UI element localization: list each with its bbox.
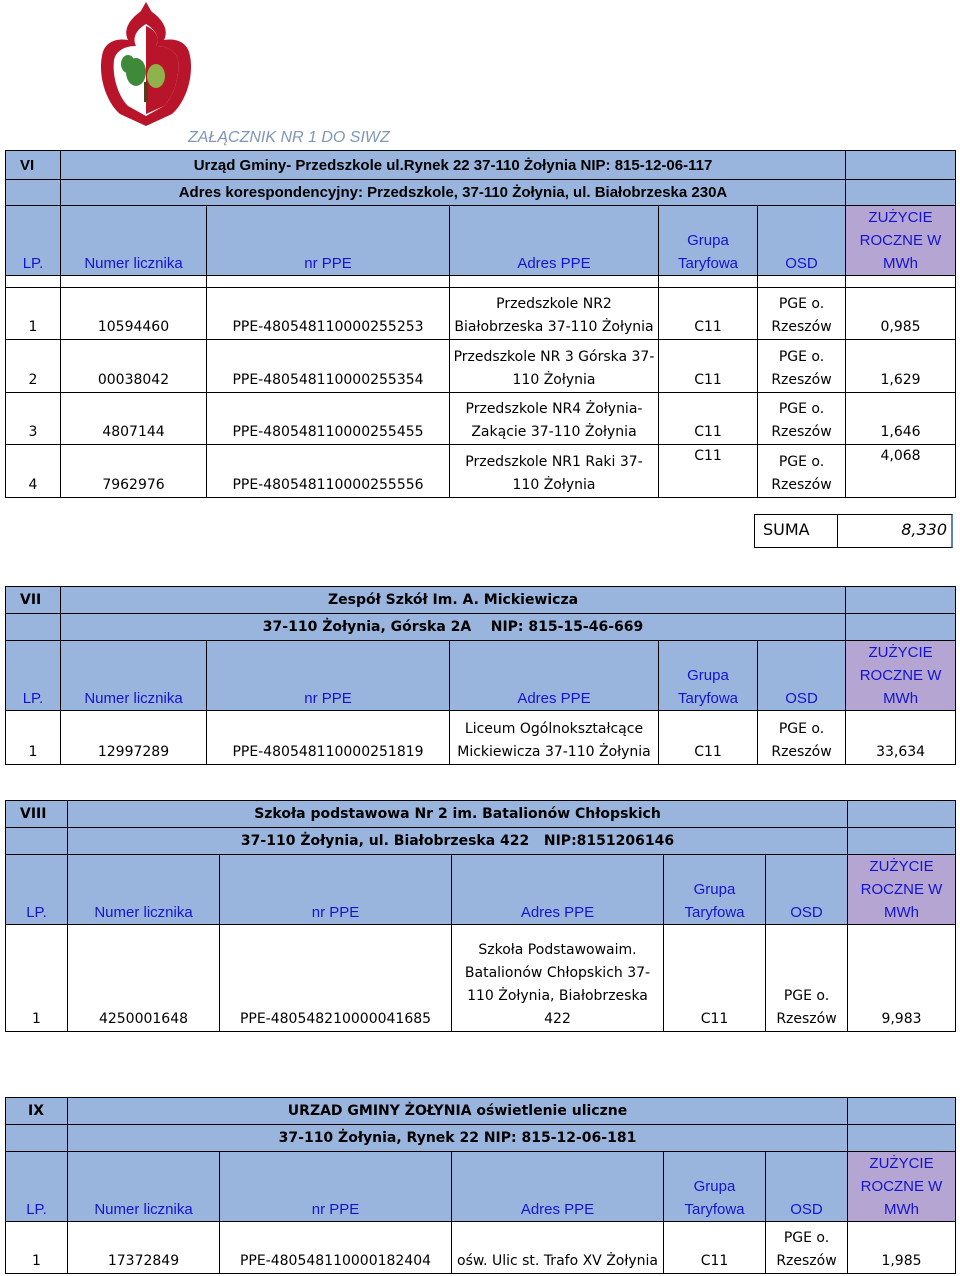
section-title: Szkoła podstawowa Nr 2 im. Batalionów Chłopskich [68, 801, 848, 828]
row-usage: 1,629 [846, 340, 956, 393]
header-osd: OSD [758, 206, 846, 276]
row-address: Szkoła Podstawowaim. Batalionów Chłopskich 37-110 Żołynia, Białobrzeska 422 [452, 925, 664, 1032]
row-osd: PGE o. Rzeszów [758, 393, 846, 445]
section-title: URZAD GMINY ŻOŁYNIA oświetlenie uliczne [68, 1098, 848, 1125]
section-address: 37-110 Żołynia, ul. Białobrzeska 422 NIP:8151206146 [68, 828, 848, 855]
row-tariff: C11 [659, 711, 758, 765]
row-address: Przedszkole NR1 Raki 37-110 Żołynia [450, 445, 659, 498]
header-lp: LP. [6, 855, 68, 925]
section-number: VI [6, 151, 61, 180]
row-usage: 4,068 [846, 445, 956, 498]
sum-label: SUMA [763, 520, 810, 539]
header-address: Adres PPE [452, 1152, 664, 1222]
row-osd: PGE o. Rzeszów [758, 340, 846, 393]
row-address: ośw. Ulic st. Trafo XV Żołynia [452, 1222, 664, 1274]
header-address: Adres PPE [450, 641, 659, 711]
header-usage: ZUŻYCIE ROCZNE W MWh [848, 1152, 956, 1222]
row-tariff: C11 [664, 925, 766, 1032]
row-meter: 00038042 [61, 340, 207, 393]
table-row [6, 1222, 956, 1274]
table-row [6, 288, 956, 340]
header-meter: Numer licznika [68, 855, 220, 925]
row-lp: 2 [6, 340, 61, 393]
row-meter: 12997289 [61, 711, 207, 765]
header-lp: LP. [6, 206, 61, 276]
row-meter: 17372849 [68, 1222, 220, 1274]
row-ppe: PPE-480548110000182404 [220, 1222, 452, 1274]
header-ppe: nr PPE [220, 1152, 452, 1222]
row-usage: 0,985 [846, 288, 956, 340]
table-row [6, 711, 956, 765]
header-address: Adres PPE [452, 855, 664, 925]
section-number: VIII [6, 801, 68, 828]
header-osd: OSD [766, 1152, 848, 1222]
section-address: 37-110 Żołynia, Górska 2A NIP: 815-15-46-669 [61, 614, 846, 641]
sum-value: 8,330 [901, 520, 947, 539]
header-meter: Numer licznika [68, 1152, 220, 1222]
row-ppe: PPE-480548110000255253 [207, 288, 450, 340]
row-lp: 1 [6, 711, 61, 765]
row-ppe: PPE-480548110000255354 [207, 340, 450, 393]
row-tariff: C11 [659, 393, 758, 445]
row-lp: 4 [6, 445, 61, 498]
section-number: VII [6, 587, 61, 614]
header-tariff: Grupa Taryfowa [664, 1152, 766, 1222]
header-meter: Numer licznika [61, 641, 207, 711]
header-usage: ZUŻYCIE ROCZNE W MWh [846, 641, 956, 711]
table-row [6, 445, 956, 498]
section-title: Urząd Gminy- Przedszkole ul.Rynek 22 37-110 Żołynia NIP: 815-12-06-117 [61, 151, 846, 180]
section-number: IX [6, 1098, 68, 1125]
row-tariff: C11 [659, 288, 758, 340]
section-address: Adres korespondencyjny: Przedszkole, 37-110 Żołynia, ul. Białobrzeska 230A [61, 180, 846, 206]
section-vii-table [5, 586, 956, 765]
header-lp: LP. [6, 641, 61, 711]
row-tariff: C11 [659, 445, 758, 498]
row-usage: 9,983 [848, 925, 956, 1032]
table-row [6, 340, 956, 393]
row-ppe: PPE-480548110000255455 [207, 393, 450, 445]
row-meter: 4807144 [61, 393, 207, 445]
crest-logo [92, 2, 200, 126]
header-lp: LP. [6, 1152, 68, 1222]
row-tariff: C11 [659, 340, 758, 393]
row-lp: 3 [6, 393, 61, 445]
row-address: Przedszkole NR 3 Górska 37-110 Żołynia [450, 340, 659, 393]
section-title: Zespół Szkół Im. A. Mickiewicza [61, 587, 846, 614]
header-ppe: nr PPE [207, 206, 450, 276]
header-meter: Numer licznika [61, 206, 207, 276]
header-osd: OSD [758, 641, 846, 711]
annex-title: ZAŁĄCZNIK NR 1 DO SIWZ [188, 129, 390, 146]
row-lp: 1 [6, 1222, 68, 1274]
row-ppe: PPE-480548110000255556 [207, 445, 450, 498]
header-address: Adres PPE [450, 206, 659, 276]
header-osd: OSD [766, 855, 848, 925]
header-tariff: Grupa Taryfowa [659, 206, 758, 276]
row-meter: 10594460 [61, 288, 207, 340]
row-osd: PGE o. Rzeszów [758, 288, 846, 340]
row-usage: 1,646 [846, 393, 956, 445]
row-usage: 1,985 [848, 1222, 956, 1274]
section-vi-table [5, 150, 956, 498]
section-viii-table [5, 800, 956, 1032]
row-usage: 33,634 [846, 711, 956, 765]
header-tariff: Grupa Taryfowa [664, 855, 766, 925]
row-ppe: PPE-480548110000251819 [207, 711, 450, 765]
row-osd: PGE o. Rzeszów [766, 1222, 848, 1274]
row-meter: 7962976 [61, 445, 207, 498]
table-row [6, 925, 956, 1032]
sum-box [754, 514, 953, 548]
header-tariff: Grupa Taryfowa [659, 641, 758, 711]
section-ix-table [5, 1097, 956, 1274]
row-osd: PGE o. Rzeszów [758, 445, 846, 498]
section-address: 37-110 Żołynia, Rynek 22 NIP: 815-12-06-181 [68, 1125, 848, 1152]
header-usage: ZUŻYCIE ROCZNE W MWh [846, 206, 956, 276]
row-ppe: PPE-480548210000041685 [220, 925, 452, 1032]
row-lp: 1 [6, 288, 61, 340]
row-osd: PGE o. Rzeszów [758, 711, 846, 765]
row-address: Przedszkole NR4 Żołynia-Zakącie 37-110 Żołynia [450, 393, 659, 445]
row-meter: 4250001648 [68, 925, 220, 1032]
header-usage: ZUŻYCIE ROCZNE W MWh [848, 855, 956, 925]
row-lp: 1 [6, 925, 68, 1032]
row-address: Przedszkole NR2 Białobrzeska 37-110 Żołynia [450, 288, 659, 340]
row-address: Liceum Ogólnokształcące Mickiewicza 37-110 Żołynia [450, 711, 659, 765]
row-osd: PGE o. Rzeszów [766, 925, 848, 1032]
row-tariff: C11 [664, 1222, 766, 1274]
header-ppe: nr PPE [207, 641, 450, 711]
table-row [6, 393, 956, 445]
header-ppe: nr PPE [220, 855, 452, 925]
